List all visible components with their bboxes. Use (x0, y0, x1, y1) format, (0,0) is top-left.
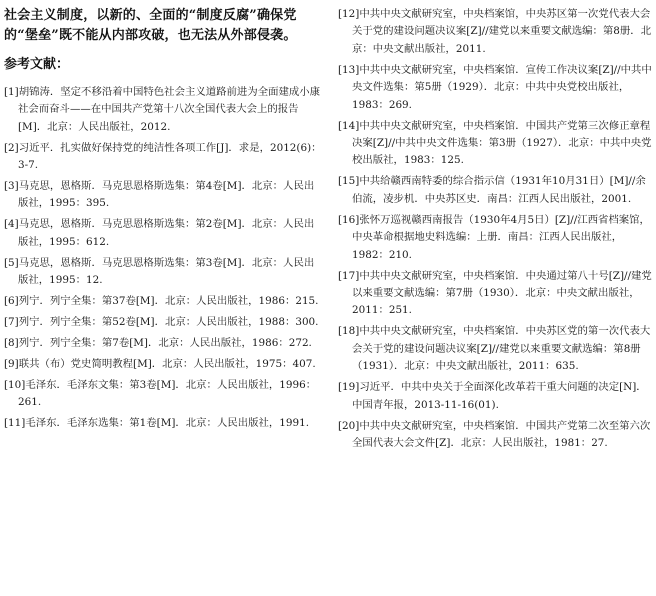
reference-item (338, 6, 652, 58)
left-column (4, 0, 322, 436)
reference-text: 中共中央文献研究室，中央档案馆．宣传工作决议案[Z]//中共中央文件选集：第5册（1929）．北京：中共中央党校出版社，1983：269. (352, 63, 652, 111)
reference-number: [19] (338, 381, 360, 394)
reference-text: 中共中央文献研究室，中央档案馆．中国共产党第二次至第六次全国代表大会文件[Z]．北京：人民出版社，1981：27. (352, 419, 651, 450)
reference-number: [2] (4, 141, 19, 154)
reference-text: 习近平．扎实做好保持党的纯洁性各项工作[J]．求是，2012(6)：3-7. (18, 141, 322, 172)
reference-text: 张怀万巡视赣西南报告（1930年4月5日）[Z]//江西省档案馆，中央革命根据地史料选编：上册．南昌：江西人民出版社，1982：210. (352, 213, 650, 261)
reference-text: 胡锦涛．坚定不移沿着中国特色社会主义道路前进为全面建成小康社会而奋斗——在中国共产党第十八次全国代表大会上的报告[M]．北京：人民出版社，2012. (18, 86, 321, 133)
reference-text: 中共中央文献研究室，中央档案馆．中国共产党第三次修正章程决案[Z]//中共中央文件选集：第3册（1927）．北京：中共中央党校出版社，1983：125. (352, 119, 652, 167)
reference-number: [9] (4, 357, 19, 370)
reference-number: [17] (338, 269, 360, 282)
reference-item (4, 377, 322, 412)
reference-number: [4] (4, 218, 19, 231)
reference-number: [16] (338, 213, 360, 226)
reference-number: [1] (4, 86, 19, 98)
reference-item (338, 268, 652, 320)
reference-text: 马克思，恩格斯．马克思恩格斯选集：第3卷[M]．北京：人民出版社，1995：12. (18, 256, 315, 287)
reference-number: [3] (4, 180, 19, 193)
reference-item (338, 379, 652, 414)
reference-text: 列宁．列宁全集：第52卷[M]．北京：人民出版社，1988：300. (18, 315, 319, 328)
reference-number: [6] (4, 294, 19, 307)
reference-item (338, 212, 652, 264)
reference-number: [20] (338, 419, 360, 432)
reference-text: 中共中央文献研究室，中央档案馆．中央苏区党的第一次代表大会关于党的建设问题决议案[Z]//建党以来重要文献选编：第8册（1931）．北京：中央文献出版社，2011：635. (352, 325, 651, 373)
reference-text: 列宁．列宁全集：第7卷[M]．北京：人民出版社，1986：272. (18, 336, 312, 349)
reference-item (4, 178, 322, 213)
reference-number: [7] (4, 315, 19, 328)
reference-number: [5] (4, 256, 19, 269)
reference-item (4, 314, 322, 331)
reference-text: 联共（布）党史简明教程[M]．北京：人民出版社，1975：407. (18, 357, 316, 370)
references-list-left (4, 84, 322, 432)
reference-number: [18] (338, 325, 360, 338)
reference-item (338, 62, 652, 114)
reference-item (4, 216, 322, 251)
reference-item (4, 293, 322, 310)
reference-item (338, 323, 652, 375)
reference-text: 习近平．中共中央关于全面深化改革若干重大问题的决定[N]．中国青年报，2013-11-16(01). (352, 381, 647, 411)
reference-item (4, 255, 322, 290)
reference-item (4, 84, 322, 136)
reference-text: 毛泽东．毛泽东选集：第1卷[M]．北京：人民出版社，1991. (25, 416, 310, 429)
reference-number: [15] (338, 175, 360, 188)
reference-item (338, 173, 652, 208)
right-column (338, 0, 652, 456)
references-heading: 参考文献： (4, 57, 70, 72)
reference-item (4, 335, 322, 352)
reference-number: [8] (4, 336, 19, 349)
reference-item (4, 140, 322, 175)
reference-number: [12] (338, 8, 360, 20)
reference-item (338, 118, 652, 170)
reference-text: 中共给赣西南特委的综合指示信（1931年10月31日）[M]//余伯流，凌步机．中央苏区史．南昌：江西人民出版社，2001. (352, 175, 646, 205)
intro-paragraph: 社会主义制度，以新的、全面的“制度反腐”确保党的“堡垒”既不能从内部攻破，也无法从外部侵袭。 (4, 8, 297, 43)
reference-number: [14] (338, 119, 360, 132)
reference-text: 马克思，恩格斯．马克思恩格斯选集：第4卷[M]．北京：人民出版社，1995：395. (18, 180, 315, 210)
reference-text: 中共中央文献研究室，中央档案馆，中央苏区第一次党代表大会关于党的建设问题决议案[Z]//建党以来重要文献选编：第8册．北京：中央文献出版社，2011. (352, 8, 652, 55)
reference-number: [11] (4, 416, 26, 429)
reference-text: 中共中央文献研究室，中央档案馆．中央通过第八十号[Z]//建党以来重要文献选编：第7册（1930）．北京：中央文献出版社，2011：251. (352, 269, 652, 317)
reference-item (338, 418, 652, 453)
reference-text: 毛泽东．毛泽东文集：第3卷[M]．北京：人民出版社，1996：261. (18, 378, 317, 408)
reference-item (4, 356, 322, 373)
reference-number: [10] (4, 378, 26, 391)
reference-text: 列宁．列宁全集：第37卷[M]．北京：人民出版社，1986：215. (18, 294, 319, 307)
references-list-right (338, 0, 652, 453)
reference-item (4, 415, 322, 432)
reference-text: 马克思，恩格斯．马克思恩格斯选集：第2卷[M]．北京：人民出版社，1995：612. (18, 218, 315, 248)
reference-number: [13] (338, 63, 360, 76)
